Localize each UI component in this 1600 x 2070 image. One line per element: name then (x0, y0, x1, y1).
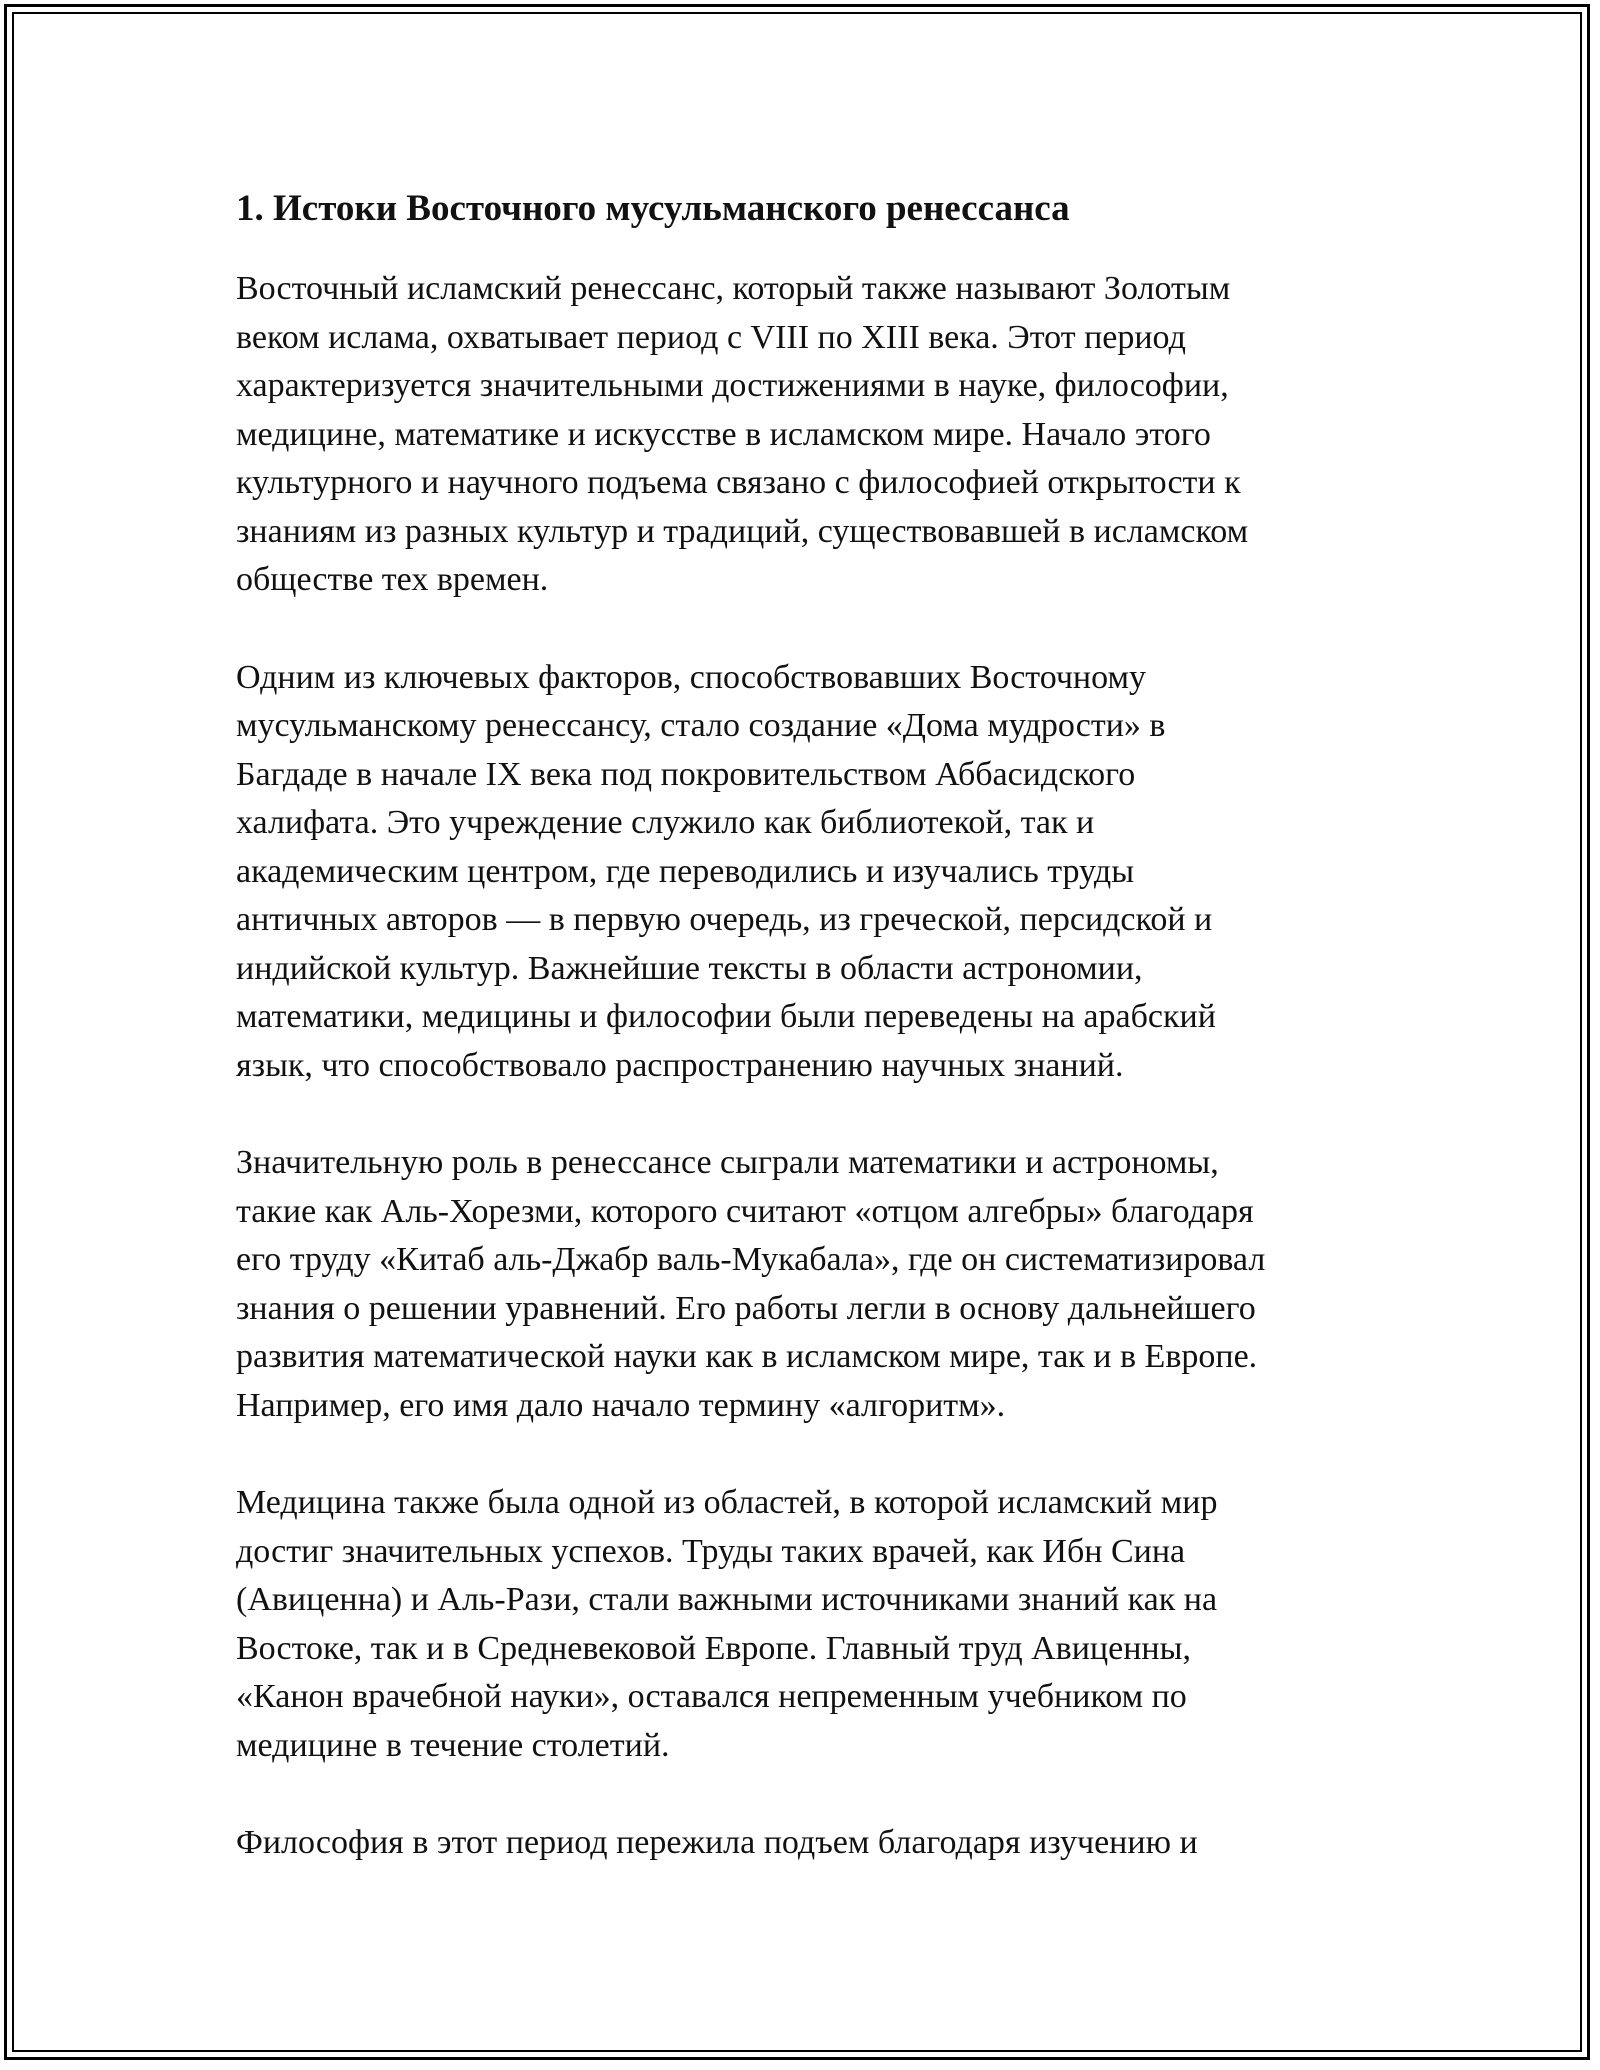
paragraph-line: мусульманскому ренессансу, стало создание «Дома мудрости» в (236, 707, 1166, 744)
paragraph-line: Одним из ключевых факторов, способствовавших Восточному (236, 658, 1146, 696)
paragraph-line: веком ислама, охватывает период с VIII по XIII века. Этот период (236, 318, 1186, 356)
paragraph-line: характеризуется значительными достижениями в науке, философии, (236, 367, 1229, 404)
paragraph (236, 654, 1376, 1091)
paragraph-line: Восточный исламский ренессанс, который также называют Золотым (236, 270, 1231, 307)
paragraph-line: знания о решении уравнений. Его работы легли в основу дальнейшего (236, 1289, 1256, 1327)
paragraph-line: развития математической науки как в исламском мире, так и в Европе. (236, 1338, 1258, 1375)
paragraph-line: Багдаде в начале IX века под покровительством Аббасидского (236, 755, 1136, 793)
paragraph-line: Медицина также была одной из областей, в которой исламский мир (236, 1484, 1218, 1521)
paragraph-line: медицине в течение столетий. (236, 1726, 670, 1764)
paragraph-line: халифата. Это учреждение служило как библиотекой, так и (236, 804, 1095, 841)
paragraph-line: академическим центром, где переводились и изучались труды (236, 852, 1135, 890)
paragraph-line: Значительную роль в ренессансе сыграли математики и астрономы, (236, 1144, 1219, 1181)
paragraph-line: Философия в этот период пережила подъем благодаря изучению и (236, 1824, 1198, 1861)
paragraph-line: «Канон врачебной науки», оставался непременным учебником по (236, 1678, 1187, 1715)
paragraph-list (236, 265, 1376, 1868)
paragraph (236, 265, 1376, 605)
paragraph-line: медицине, математике и искусстве в исламском мире. Начало этого (236, 415, 1211, 453)
paragraph-line: индийской культур. Важнейшие тексты в области астрономии, (236, 949, 1143, 987)
paragraph-line: Например, его имя дало начало термину «алгоритм». (236, 1386, 1006, 1424)
section-heading: 1. Истоки Восточного мусульманского ренессанса (236, 188, 1070, 229)
paragraph-line: античных авторов — в первую очередь, из греческой, персидской и (236, 901, 1213, 938)
document-page (236, 186, 1376, 1917)
paragraph-line: его труду «Китаб аль-Джабр валь-Мукабала», где он систематизировал (236, 1241, 1266, 1278)
paragraph-line: обществе тех времен. (236, 561, 549, 598)
paragraph (236, 1819, 1376, 1868)
paragraph-line: знаниям из разных культур и традиций, существовавшей в исламском (236, 512, 1249, 550)
paragraph-line: культурного и научного подъема связано с философией открытости к (236, 464, 1241, 501)
paragraph-line: достиг значительных успехов. Труды таких врачей, как Ибн Сина (236, 1532, 1186, 1570)
paragraph-line: язык, что способствовало распространению научных знаний. (236, 1046, 1124, 1084)
paragraph (236, 1139, 1376, 1430)
paragraph-line: Востоке, так и в Средневековой Европе. Главный труд Авиценны, (236, 1629, 1191, 1667)
paragraph-line: такие как Аль-Хорезми, которого считают «отцом алгебры» благодаря (236, 1192, 1254, 1230)
paragraph (236, 1479, 1376, 1770)
paragraph-line: (Авиценна) и Аль-Рази, стали важными источниками знаний как на (236, 1581, 1218, 1618)
paragraph-line: математики, медицины и философии были переведены на арабский (236, 998, 1216, 1035)
